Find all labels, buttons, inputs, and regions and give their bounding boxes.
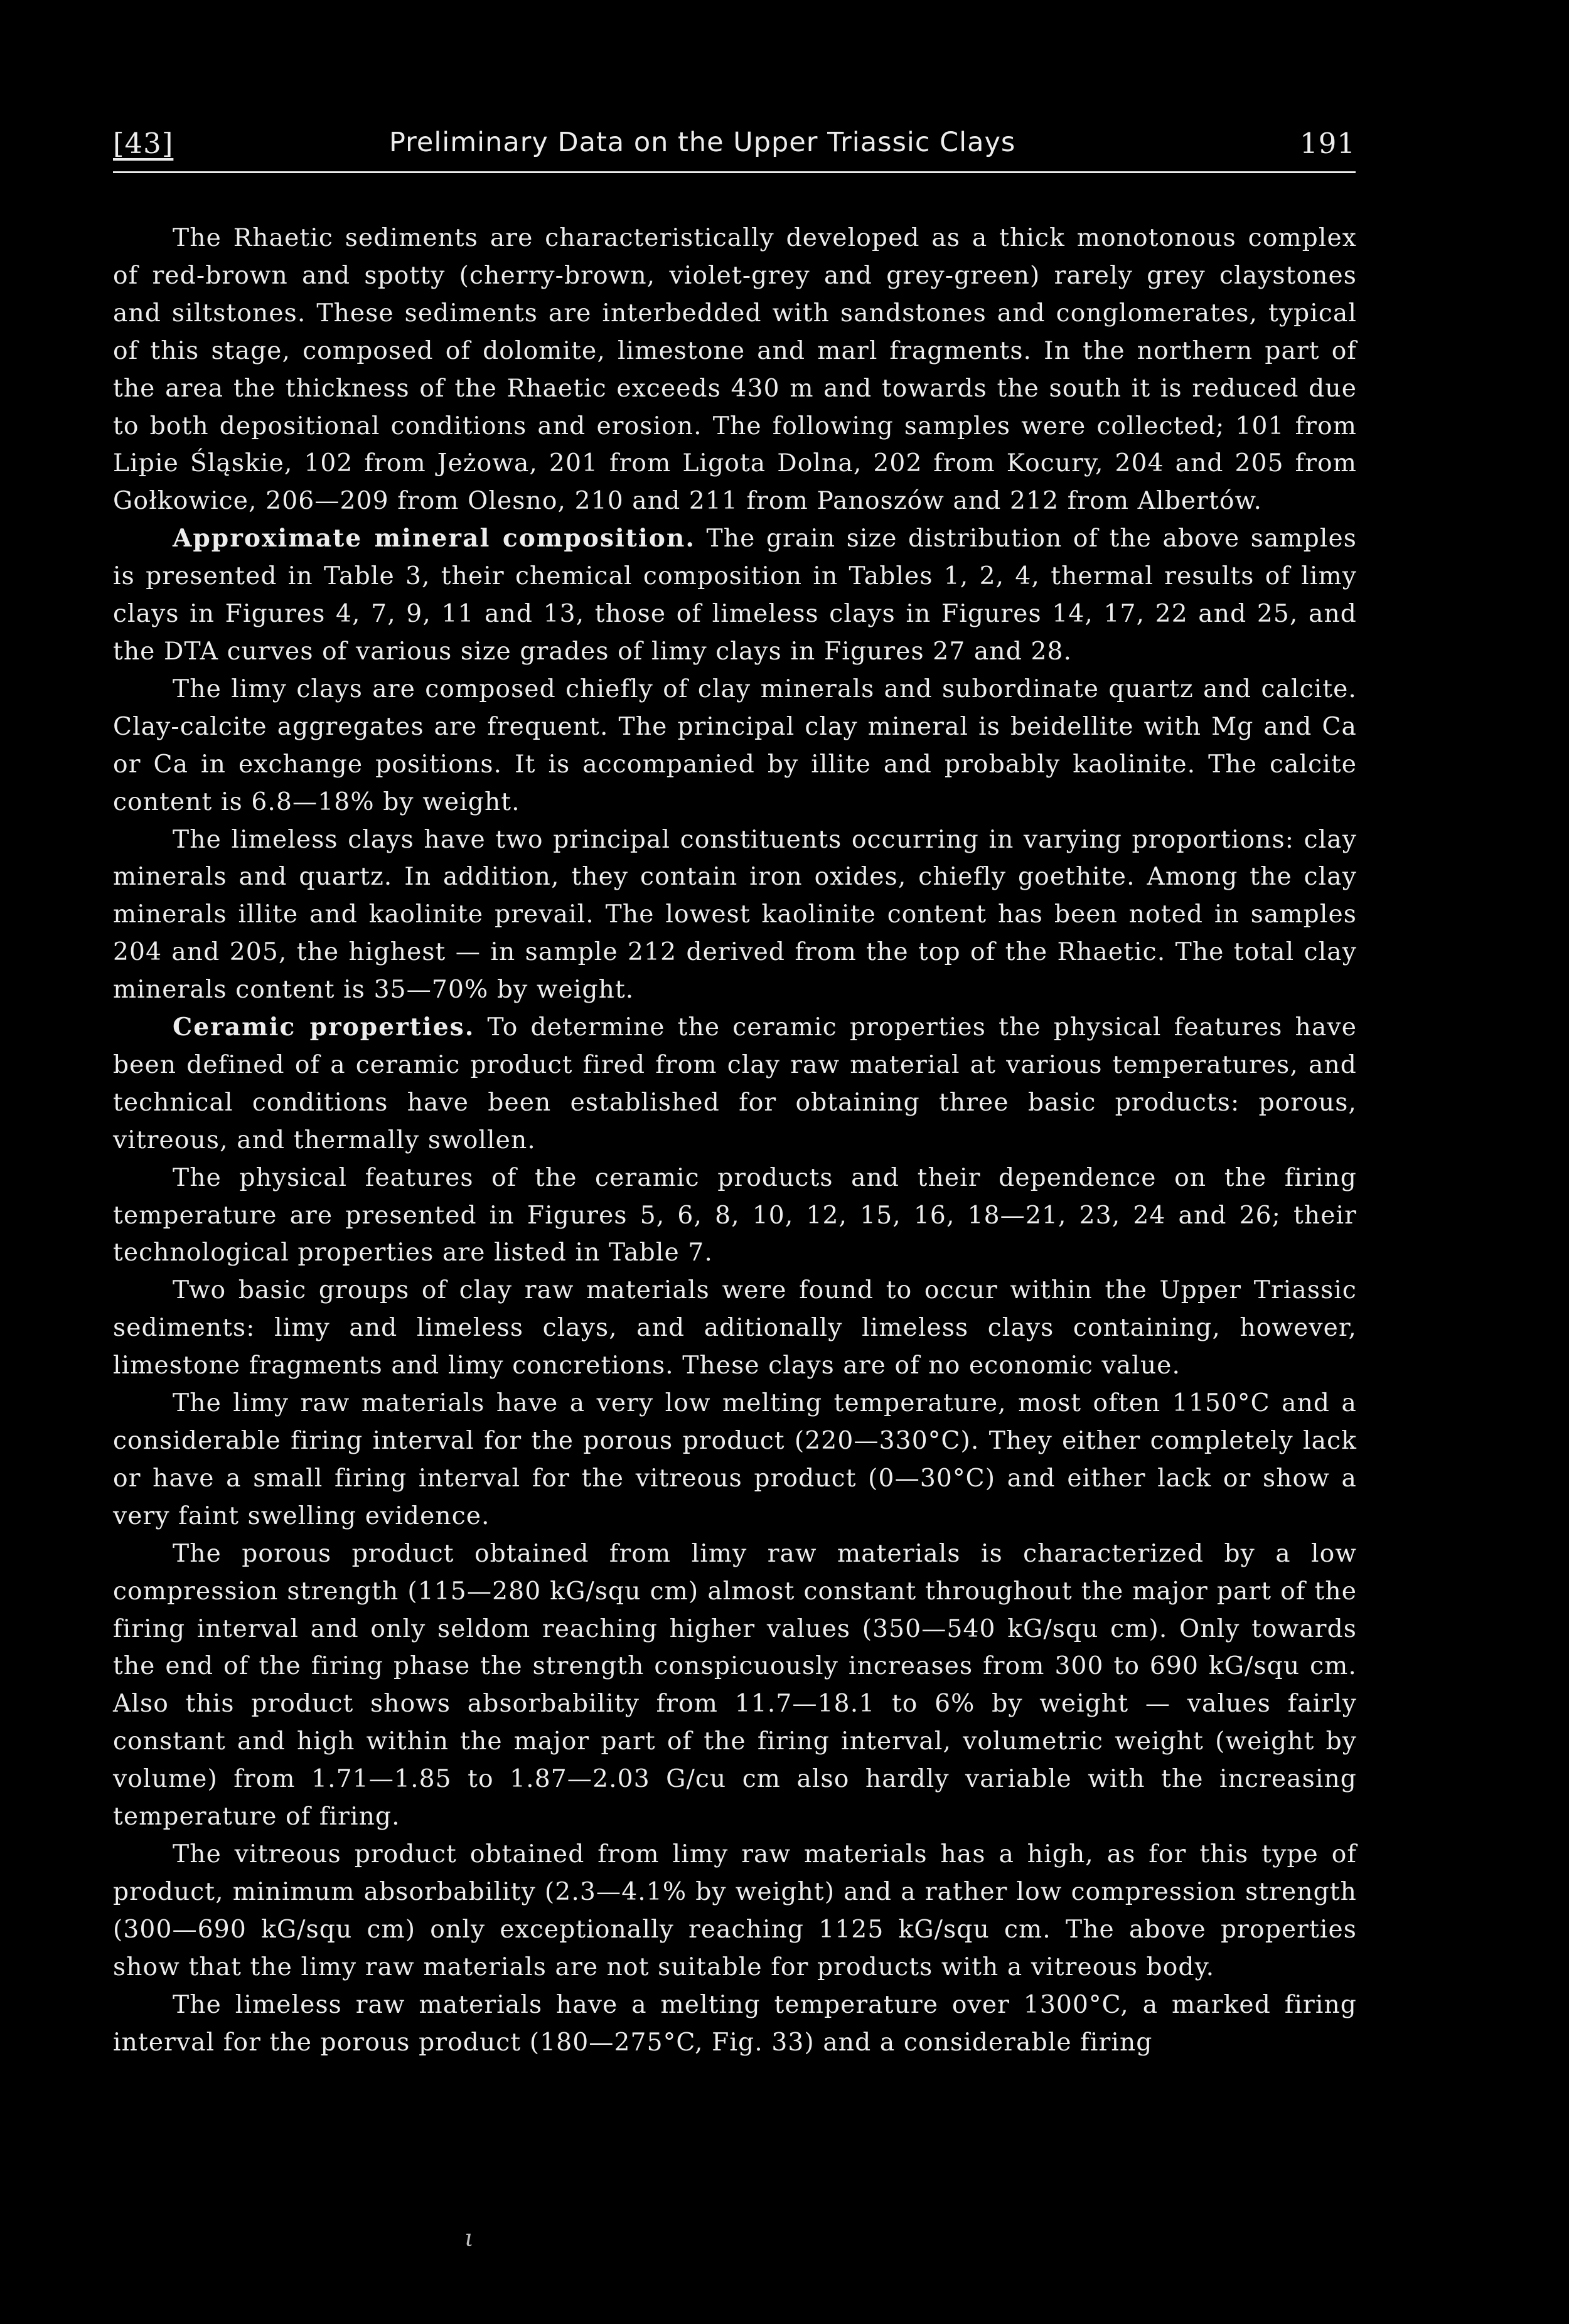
page-number: 191 xyxy=(1300,127,1356,160)
paragraph-physical-features: The physical features of the ceramic products and their dependence on the firing temperature are presented in Figures 5, 6, 8, 10, 12, 15, 16, 18—21, 23, 24 and 26; their technological properties are listed in Table 7. xyxy=(113,1163,1357,1267)
paragraph-limeless-raw-materials: The limeless raw materials have a melting temperature over 1300°C, a marked firing interval for the porous product (180—275°C, Fig. 33) and a considerable firing xyxy=(113,1990,1357,2057)
paragraph-limy-raw-materials: The limy raw materials have a very low melting temperature, most often 1150°C and a considerable firing interval for the porous product (220—330°C). They either completely lack or have a small firing interval for the vitreous product (0—30°C) and either lack or show a very faint swelling evidence. xyxy=(113,1389,1357,1530)
subheading-mineral-composition: Approximate mineral composition. xyxy=(173,524,696,553)
paragraph-raw-material-groups: Two basic groups of clay raw materials were found to occur within the Upper Triassic sediments: limy and limeless clays, and aditionally limeless clays containing, however, limestone fragments and limy concretions. These clays are of no economic value. xyxy=(113,1276,1357,1380)
header-rule xyxy=(113,171,1356,173)
paragraph-rhaetic-sediments: The Rhaetic sediments are characteristically developed as a thick monotonous complex of red-brown and spotty (cherry-brown, violet-grey and grey-green) rarely grey claystones and siltstones. These sediments are interbedded with sandstones and conglomerates, typical of this stage, composed of dolomite, limestone and marl fragments. In the northern part of the area the thickness of the Rhaetic exceeds 430 m and towards the south it is reduced due to both depositional conditions and erosion. The following samples were collected; 101 from Lipie Śląskie, 102 from Jeżowa, 201 from Ligota Dolna, 202 from Kocury, 204 and 205 from Gołkowice, 206—209 from Olesno, 210 and 211 from Panoszów and 212 from Albertów. xyxy=(113,224,1357,516)
page-reference: [43] xyxy=(113,127,174,160)
paragraph-limeless-clays: The limeless clays have two principal constituents occurring in varying proportions: clay minerals and quartz. In addition, they contain iron oxides, chiefly goethite. Among the clay minerals illite and kaolinite prevail. The lowest kaolinite content has been noted in samples 204 and 205, the highest — in sample 212 derived from the top of the Rhaetic. The total clay minerals content is 35—70% by weight. xyxy=(113,825,1357,1005)
paragraph-limy-clays: The limy clays are composed chiefly of clay minerals and subordinate quartz and calcite. Clay-calcite aggregates are frequent. The principal clay mineral is beidellite with Mg and Ca or Ca in exchange positions. It is accompanied by illite and probably kaolinite. The calcite content is 6.8—18% by weight. xyxy=(113,674,1357,816)
footer-mark: ι xyxy=(464,2224,474,2252)
paragraph-porous-product: The porous product obtained from limy raw materials is characterized by a low compression strength (115—280 kG/squ cm) almost constant throughout the major part of the firing interval and only seldom reaching higher values (350—540 kG/squ cm). Only towards the end of the firing phase the strength conspicuously increases from 300 to 690 kG/squ cm. Also this product shows absorbability from 11.7—18.1 to 6% by weight — values fairly constant and high within the major part of the firing interval, volumetric weight (weight by volume) from 1.71—1.85 to 1.87—2.03 G/cu cm also hardly variable with the increasing temperature of firing. xyxy=(113,1539,1357,1831)
running-header xyxy=(113,127,1356,171)
paragraph-ceramic-properties: Ceramic properties. To determine the ceramic properties the physical features have been defined of a ceramic product fired from clay raw material at various temperatures, and technical conditions have been established for obtaining three basic products: porous, vitreous, and thermally swollen. xyxy=(113,1013,1357,1154)
body-text xyxy=(113,220,1357,2061)
subheading-ceramic-properties: Ceramic properties. xyxy=(173,1013,475,1042)
paragraph-vitreous-product: The vitreous product obtained from limy raw materials has a high, as for this type of product, minimum absorbability (2.3—4.1% by weight) and a rather low compression strength (300—690 kG/squ cm) only exceptionally reaching 1125 kG/squ cm. The above properties show that the limy raw materials are not suitable for products with a vitreous body. xyxy=(113,1840,1357,1981)
running-title: Preliminary Data on the Upper Triassic Clays xyxy=(389,127,1016,158)
paragraph-mineral-composition: Approximate mineral composition. The grain size distribution of the above samples is presented in Table 3, their chemical composition in Tables 1, 2, 4, thermal results of limy clays in Figures 4, 7, 9, 11 and 13, those of limeless clays in Figures 14, 17, 22 and 25, and the DTA curves of various size grades of limy clays in Figures 27 and 28. xyxy=(113,524,1357,666)
